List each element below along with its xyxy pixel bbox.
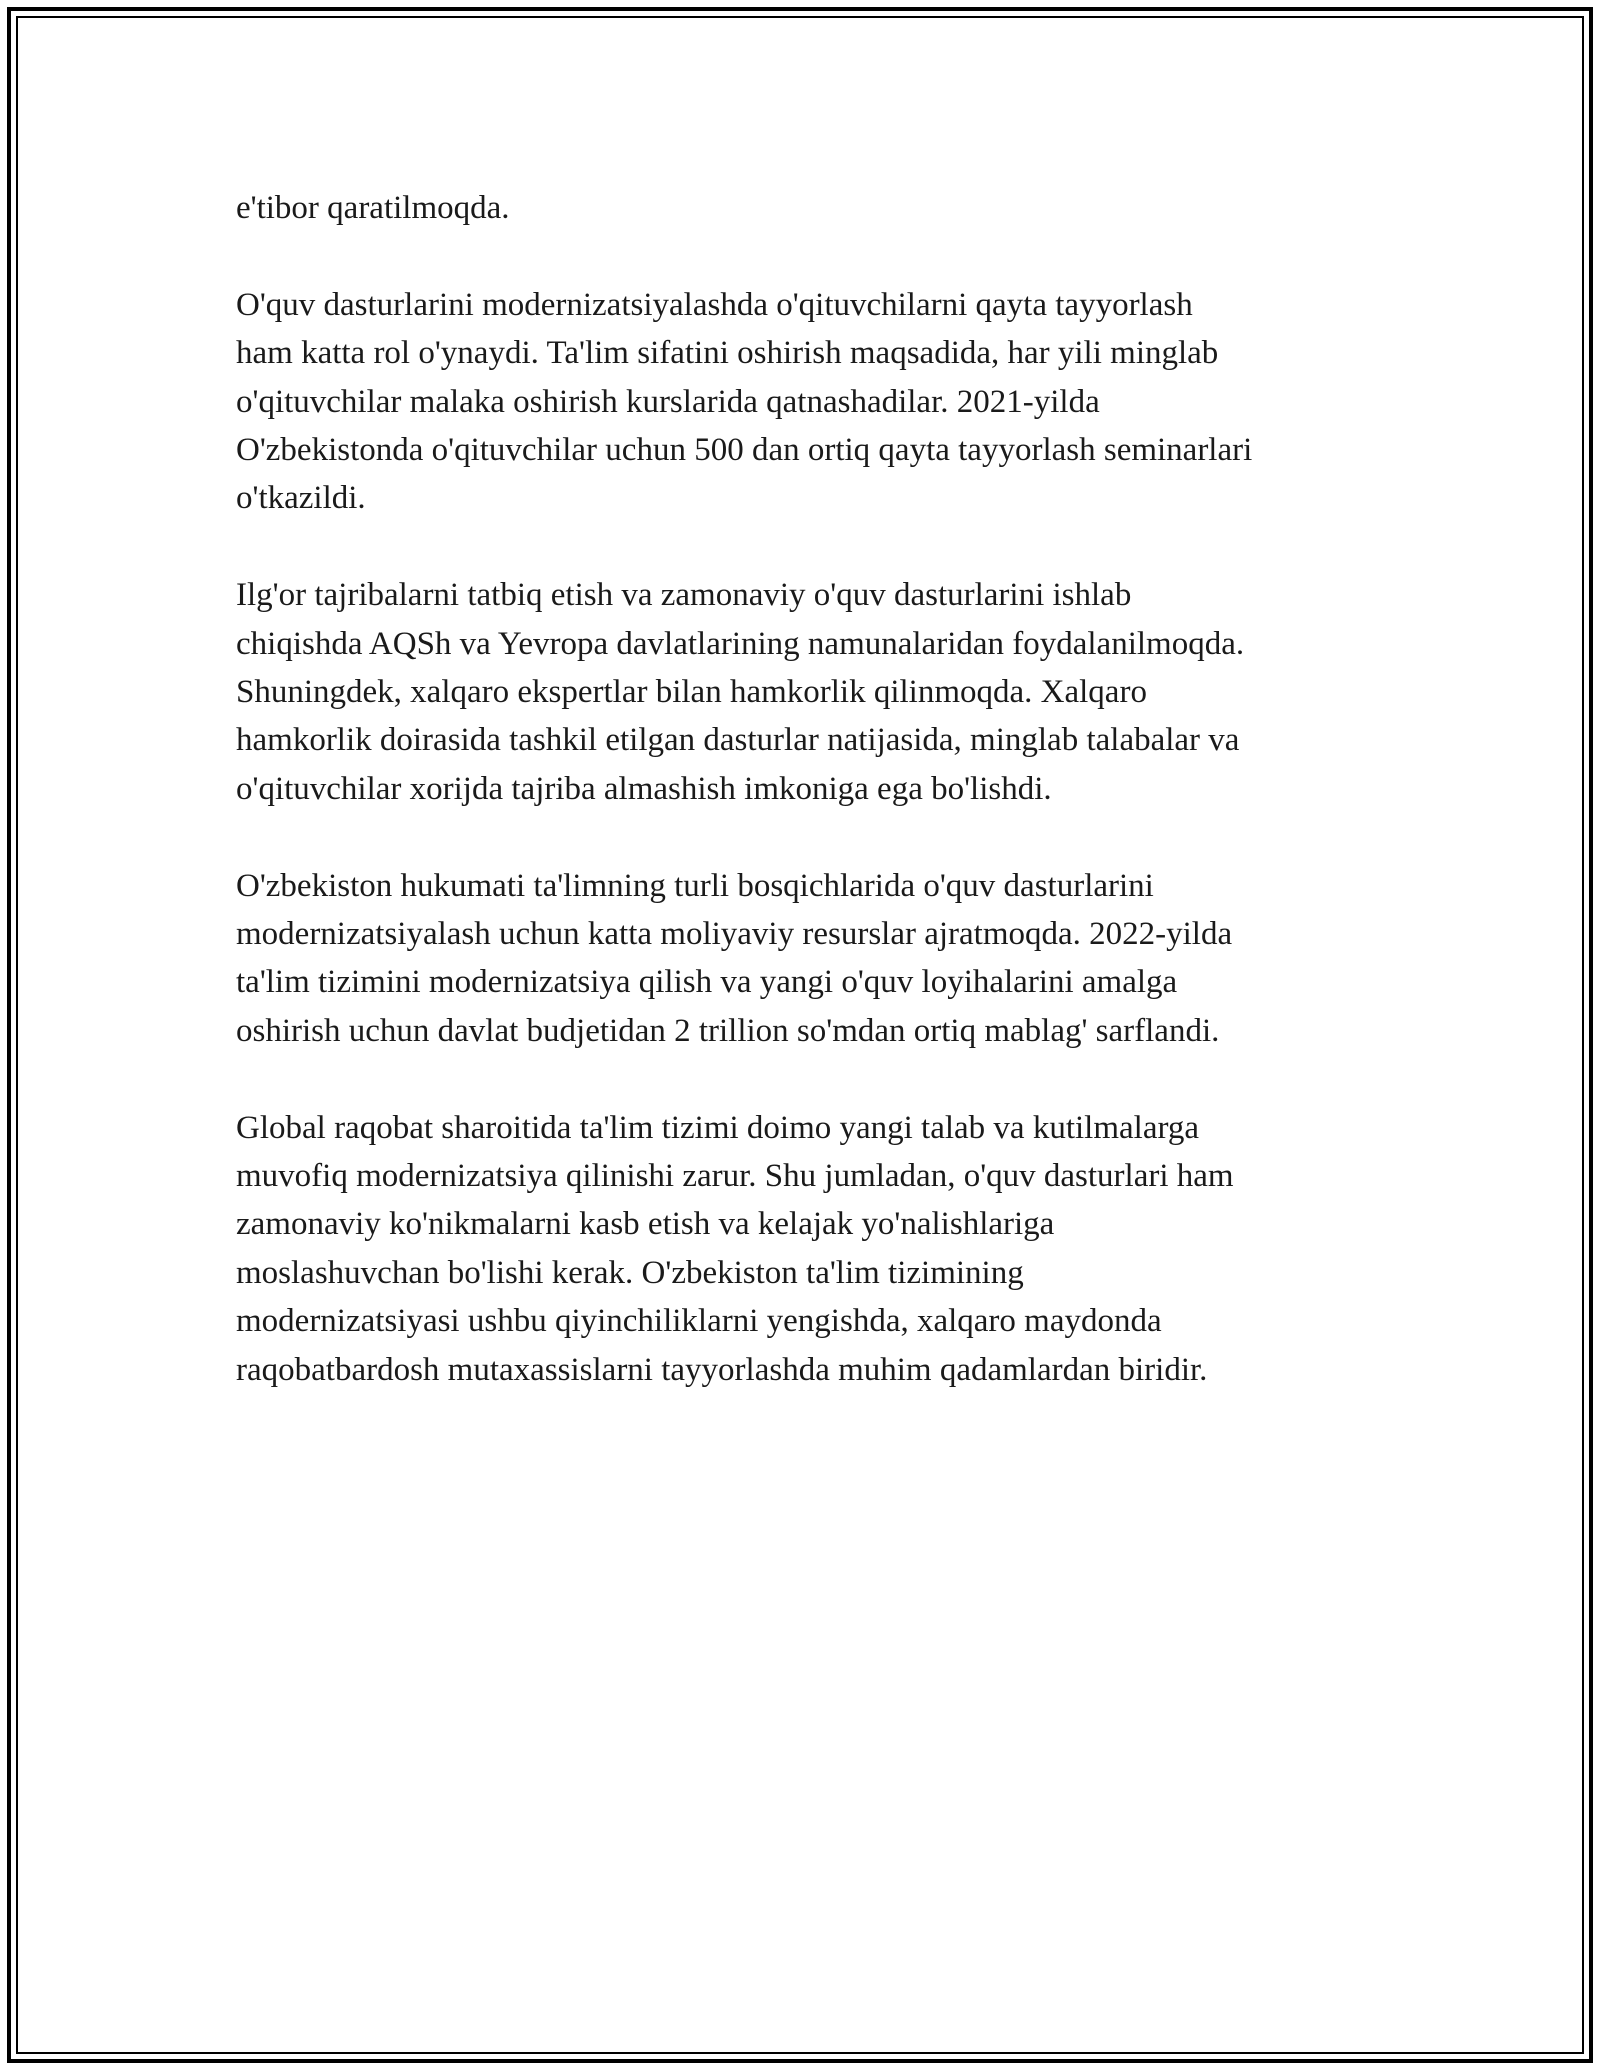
text-line: ta'lim tizimini modernizatsiya qilish va yangi o'quv loyihalarini amalga bbox=[236, 964, 1178, 1001]
text-line: O'zbekistonda o'qituvchilar uchun 500 dan ortiq qayta tayyorlash seminarlari bbox=[236, 432, 1253, 469]
paragraph-3 bbox=[236, 571, 1386, 813]
paragraph-2 bbox=[236, 281, 1386, 523]
paragraph-4 bbox=[236, 862, 1386, 1056]
document-body bbox=[236, 184, 1386, 1442]
text-line: moslashuvchan bo'lishi kerak. O'zbekiston ta'lim tizimining bbox=[236, 1254, 1024, 1291]
text-line: oshirish uchun davlat budjetidan 2 trillion so'mdan ortiq mablag' sarflandi. bbox=[236, 1012, 1220, 1049]
text-line: zamonaviy ko'nikmalarni kasb etish va kelajak yo'nalishlariga bbox=[236, 1206, 1055, 1243]
text-line: hamkorlik doirasida tashkil etilgan dasturlar natijasida, minglab talabalar va bbox=[236, 722, 1240, 759]
text-line: O'zbekiston hukumati ta'limning turli bosqichlarida o'quv dasturlarini bbox=[236, 867, 1154, 904]
text-line: o'qituvchilar malaka oshirish kurslarida qatnashadilar. 2021-yilda bbox=[236, 383, 1100, 420]
text-line: Global raqobat sharoitida ta'lim tizimi doimo yangi talab va kutilmalarga bbox=[236, 1109, 1200, 1146]
text-line: muvofiq modernizatsiya qilinishi zarur. Shu jumladan, o'quv dasturlari ham bbox=[236, 1158, 1234, 1195]
text-line: modernizatsiyasi ushbu qiyinchiliklarni yengishda, xalqaro maydonda bbox=[236, 1303, 1162, 1340]
text-line: Shuningdek, xalqaro ekspertlar bilan hamkorlik qilinmoqda. Xalqaro bbox=[236, 674, 1147, 711]
text-line: modernizatsiyalash uchun katta moliyaviy resurslar ajratmoqda. 2022-yilda bbox=[236, 916, 1233, 953]
text-line: Ilg'or tajribalarni tatbiq etish va zamonaviy o'quv dasturlarini ishlab bbox=[236, 577, 1132, 614]
text-line: o'qituvchilar xorijda tajriba almashish imkoniga ega bo'lishdi. bbox=[236, 770, 1052, 807]
text-line: raqobatbardosh mutaxassislarni tayyorlashda muhim qadamlardan biridir. bbox=[236, 1351, 1208, 1388]
text-line: e'tibor qaratilmoqda. bbox=[236, 190, 510, 226]
paragraph-5 bbox=[236, 1104, 1386, 1394]
text-line: ham katta rol o'ynaydi. Ta'lim sifatini oshirish maqsadida, har yili minglab bbox=[236, 335, 1219, 372]
text-line: o'tkazildi. bbox=[236, 480, 366, 517]
text-line: O'quv dasturlarini modernizatsiyalashda o'qituvchilarni qayta tayyorlash bbox=[236, 286, 1193, 323]
paragraph-1 bbox=[236, 184, 1386, 232]
text-line: chiqishda AQSh va Yevropa davlatlarining namunalaridan foydalanilmoqda. bbox=[236, 625, 1245, 662]
